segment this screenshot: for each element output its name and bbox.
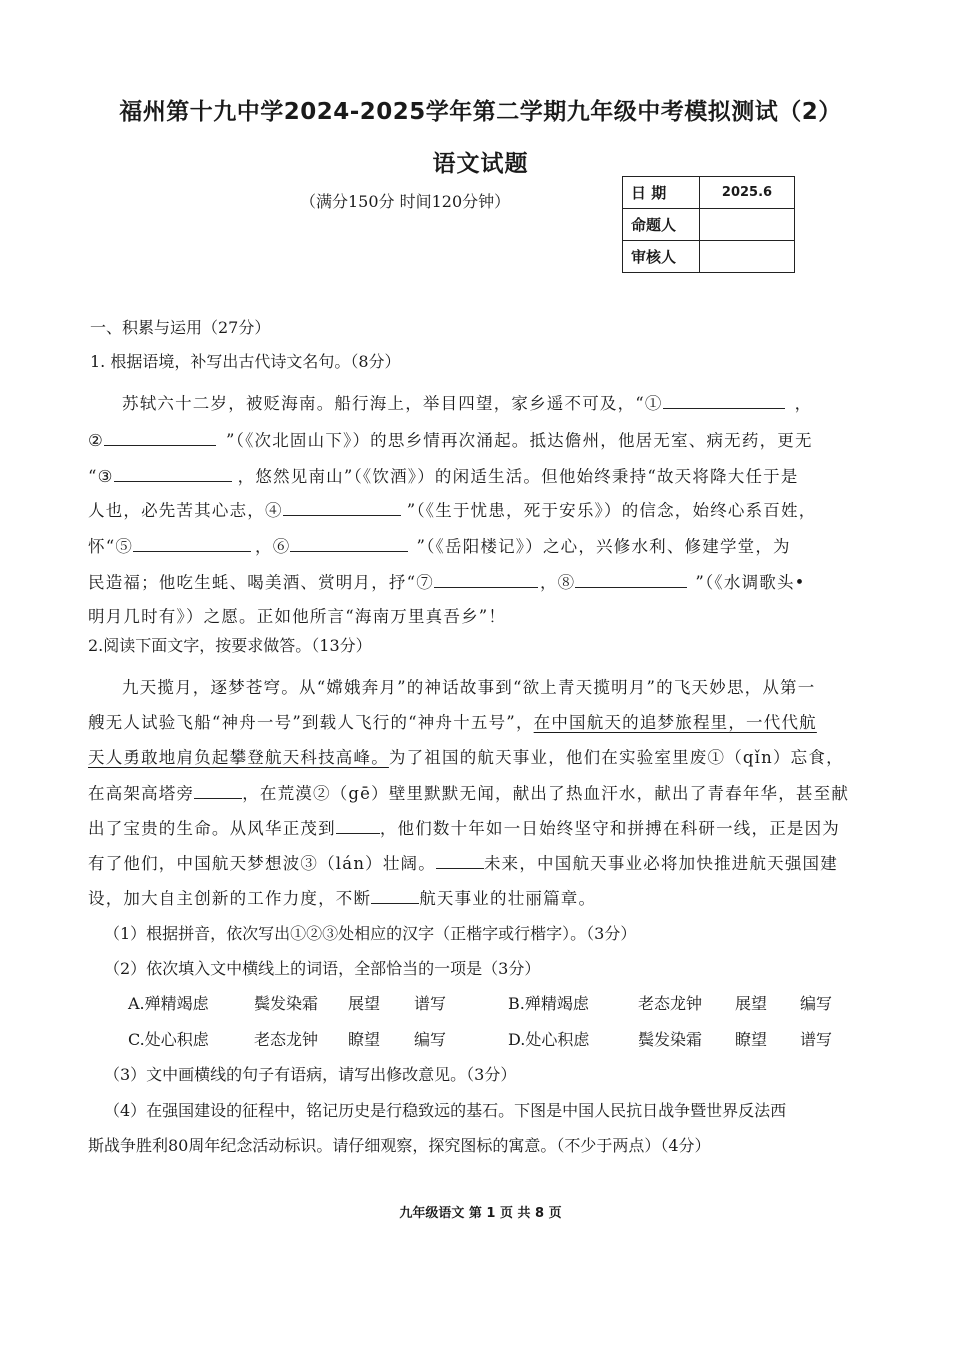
q2-passage-line — [88, 709, 817, 733]
q1-text: “③ — [88, 467, 114, 486]
underlined-sentence: 在中国航天的追梦旅程里，一代代航 — [533, 713, 817, 732]
date-label: 日 期 — [623, 177, 700, 209]
q2-passage-line — [88, 780, 849, 804]
q2-text: 出了宝贵的生命。从风华正茂到 — [88, 819, 336, 838]
option-word: A.殚精竭虑 — [128, 994, 209, 1013]
option-word: D.处心积虑 — [508, 1030, 590, 1049]
q2-passage-line — [88, 885, 596, 909]
answer-blank[interactable] — [104, 427, 216, 446]
q2-text: 设，加大自主创新的工作力度，不断 — [88, 889, 372, 908]
answer-blank[interactable] — [436, 850, 484, 869]
question-2-prompt: 2.阅读下面文字，按要求做答。（13分） — [88, 636, 372, 655]
q1-line-1 — [122, 390, 812, 414]
q1-line-4 — [88, 497, 816, 521]
page-subtitle: 语文试题 — [432, 151, 529, 177]
option-word: 老态龙钟 — [638, 994, 703, 1013]
page-footer: 九年级语文 第 1 页 共 8 页 — [399, 1206, 562, 1221]
option-word: 谱写 — [414, 994, 447, 1013]
answer-blank[interactable] — [663, 390, 785, 409]
q1-text: 怀“⑤ — [88, 537, 134, 556]
exam-meta-table — [622, 176, 795, 273]
q1-line-2 — [88, 427, 813, 451]
q2-passage-line — [88, 850, 838, 874]
q2-passage-line: 九天揽月，逐梦苍穹。从“嫦娥奔月”的神话故事到“欲上青天揽明月”的飞天妙思，从第一 — [122, 678, 816, 697]
q2-text: ，他们数十年如一日始终坚守和拼搏在科研一线，正是因为 — [379, 819, 841, 838]
sub-question-1: （1）根据拼音，依次写出①②③处相应的汉字（正楷字或行楷字）。（3分） — [104, 924, 637, 943]
q2-text: 航天事业的壮丽篇章。 — [419, 889, 597, 908]
option-word: 瞭望 — [735, 1030, 768, 1049]
option-word: 鬓发染霜 — [254, 994, 319, 1013]
author-label: 命题人 — [623, 209, 700, 241]
option-word: 老态龙钟 — [254, 1030, 319, 1049]
q2-text: 在高架高塔旁 — [88, 784, 195, 803]
answer-blank[interactable] — [336, 815, 380, 834]
q1-text: ，悠然见南山”（《饮酒》）的闲适生活。但他始终秉持“故天将降大任于是 — [237, 467, 799, 486]
q1-text: 人也，必先苦其心志，④ — [88, 501, 283, 520]
option-word: 谱写 — [800, 1030, 833, 1049]
date-value: 2025.6 — [700, 177, 795, 209]
answer-blank[interactable] — [283, 497, 401, 516]
option-word: C.处心积虑 — [128, 1030, 209, 1049]
option-word: 展望 — [735, 994, 768, 1013]
author-value — [700, 209, 795, 241]
score-time-note: （满分150分 时间120分钟） — [300, 192, 511, 211]
q1-text: ， — [794, 394, 813, 413]
option-word: 瞭望 — [348, 1030, 381, 1049]
q2-text: 有了他们，中国航天梦想波③（lán）壮阔。 — [88, 854, 436, 873]
q1-line-6 — [88, 569, 806, 593]
q1-text: ”（《水调歌头• — [695, 573, 806, 592]
option-a[interactable] — [0, 991, 961, 1015]
q1-line-7: 明月几时有》）之愿。正如他所言“海南万里真吾乡”！ — [88, 607, 507, 626]
option-word: 编写 — [414, 1030, 447, 1049]
question-1-prompt: 1. 根据语境，补写出古代诗文名句。（8分） — [90, 352, 401, 371]
option-word: 编写 — [800, 994, 833, 1013]
option-word: 展望 — [348, 994, 381, 1013]
answer-blank[interactable] — [133, 533, 251, 552]
q2-passage-line — [88, 815, 840, 839]
q1-text: ”（《生于忧患，死于安乐》）的信念，始终心系百姓， — [406, 501, 817, 520]
option-word: 鬓发染霜 — [638, 1030, 703, 1049]
q2-text: 为了祖国的航天事业，他们在实验室里废①（qǐn）忘食， — [388, 748, 844, 767]
reviewer-value — [700, 241, 795, 273]
q1-text: ，⑧ — [539, 573, 576, 592]
page-title: 福州第十九中学2024-2025学年第二学期九年级中考模拟测试（2） — [119, 99, 842, 125]
sub-question-4: （4）在强国建设的征程中，铭记历史是行稳致远的基石。下图是中国人民抗日战争暨世界反法西 — [104, 1101, 787, 1120]
option-c[interactable] — [0, 1027, 961, 1051]
underlined-sentence: 天人勇敢地肩负起攀登航天科技高峰。 — [88, 748, 389, 767]
q2-text: 艘无人试验飞船“神舟一号”到载人飞行的“神舟十五号”， — [88, 713, 534, 732]
reviewer-label: 审核人 — [623, 241, 700, 273]
answer-blank[interactable] — [194, 780, 242, 799]
q1-line-3 — [88, 463, 799, 487]
option-word: B.殚精竭虑 — [508, 994, 589, 1013]
q1-text: 苏轼六十二岁，被贬海南。船行海上，举目四望，家乡遥不可及，“① — [122, 394, 663, 413]
answer-blank[interactable] — [575, 569, 687, 588]
answer-blank[interactable] — [114, 463, 232, 482]
q1-text: ”（《岳阳楼记》）之心，兴修水利、修建学堂，为 — [416, 537, 791, 556]
section-heading: 一、积累与运用（27分） — [90, 318, 271, 337]
answer-blank[interactable] — [371, 885, 419, 904]
answer-blank[interactable] — [434, 569, 538, 588]
sub-question-2: （2）依次填入文中横线上的词语，全部恰当的一项是（3分） — [104, 959, 541, 978]
q2-text: 未来，中国航天事业必将加快推进航天强国建 — [483, 854, 838, 873]
q1-text: ② — [88, 431, 104, 450]
q1-line-5 — [88, 533, 791, 557]
sub-question-4-cont: 斯战争胜利80周年纪念活动标识。请仔细观察，探究图标的寓意。（不少于两点）（4分） — [88, 1136, 711, 1155]
answer-blank[interactable] — [290, 533, 408, 552]
q1-text: ”（《次北固山下》）的思乡情再次涌起。抵达儋州，他居无室、病无药，更无 — [226, 431, 813, 450]
q1-text: 民造福；他吃生蚝、喝美酒、赏明月，抒“⑦ — [88, 573, 434, 592]
sub-question-3: （3）文中画横线的句子有语病，请写出修改意见。（3分） — [104, 1065, 517, 1084]
q2-passage-line — [88, 744, 844, 768]
q1-text: ，⑥ — [255, 537, 291, 556]
q2-text: ，在荒漠②（gē）壁里默默无闻，献出了热血汗水，献出了青春年华，甚至献 — [242, 784, 850, 803]
